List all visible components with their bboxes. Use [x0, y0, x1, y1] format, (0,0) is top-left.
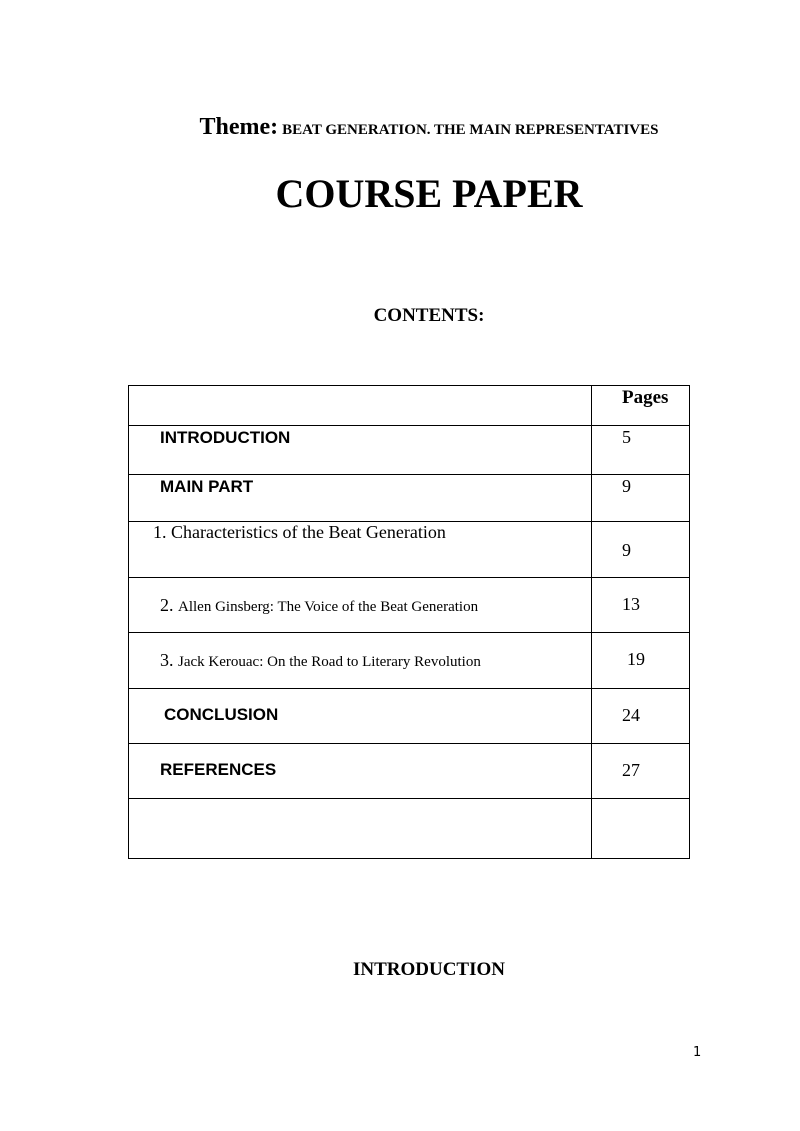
toc-entry-item[interactable] — [153, 522, 446, 543]
table-row — [129, 689, 690, 744]
toc-entry-title[interactable]: CONCLUSION — [164, 705, 279, 724]
table-row — [129, 522, 690, 578]
introduction-heading: INTRODUCTION — [352, 959, 506, 980]
table-row — [129, 578, 690, 633]
toc-pages-header-cell — [592, 386, 690, 426]
toc-title-cell — [129, 475, 592, 522]
toc-entry-page: 9 — [622, 540, 631, 560]
toc-empty-row — [129, 799, 690, 859]
toc-page-cell — [592, 744, 690, 799]
toc-page-cell — [592, 522, 690, 578]
toc-title-cell — [129, 426, 592, 475]
toc-title-cell — [129, 744, 592, 799]
toc-entry-page: 13 — [622, 594, 640, 614]
toc-page-cell — [592, 633, 690, 689]
theme-label: Theme: — [199, 114, 279, 140]
toc-entry-page: 27 — [622, 760, 640, 780]
toc-entry-item[interactable] — [160, 595, 478, 616]
table-of-contents — [128, 385, 690, 859]
toc-page-cell — [592, 689, 690, 744]
theme-text: BEAT GENERATION. THE MAIN REPRESENTATIVES — [282, 122, 659, 138]
toc-entry-item[interactable] — [160, 650, 481, 671]
toc-page-cell — [592, 578, 690, 633]
table-row — [129, 426, 690, 475]
toc-header-empty-cell — [129, 386, 592, 426]
toc-entry-title[interactable]: MAIN PART — [160, 477, 254, 496]
document-title: COURSE PAPER — [275, 171, 583, 216]
toc-empty-cell — [592, 799, 690, 859]
toc-entry-number: 3. — [160, 650, 174, 670]
toc-title-cell — [129, 633, 592, 689]
table-row — [129, 633, 690, 689]
toc-entry-title: Allen Ginsberg: The Voice of the Beat Generation — [178, 599, 479, 615]
toc-entry-title[interactable]: REFERENCES — [160, 760, 277, 779]
toc-title-cell — [129, 689, 592, 744]
toc-title-cell — [129, 522, 592, 578]
toc-entry-title[interactable]: INTRODUCTION — [160, 428, 291, 447]
toc-entry-number: 2. — [160, 595, 174, 615]
toc-page-cell — [592, 426, 690, 475]
toc-entry-number: 1. — [153, 522, 167, 542]
toc-empty-cell — [129, 799, 592, 859]
toc-entry-title: Characteristics of the Beat Generation — [171, 522, 446, 542]
table-row — [129, 744, 690, 799]
table-row — [129, 475, 690, 522]
toc-title-cell — [129, 578, 592, 633]
theme-line — [0, 114, 800, 141]
toc-pages-header: Pages — [622, 387, 669, 408]
toc-entry-page: 9 — [622, 476, 631, 496]
toc-entry-page: 5 — [622, 427, 631, 447]
toc-entry-title: Jack Kerouac: On the Road to Literary Revolution — [178, 654, 481, 670]
toc-entry-page: 19 — [627, 649, 645, 669]
toc-entry-page: 24 — [622, 705, 640, 725]
toc-page-cell — [592, 475, 690, 522]
contents-heading: CONTENTS: — [373, 305, 485, 326]
page-number: 1 — [693, 1045, 702, 1060]
toc-header-row — [129, 386, 690, 426]
